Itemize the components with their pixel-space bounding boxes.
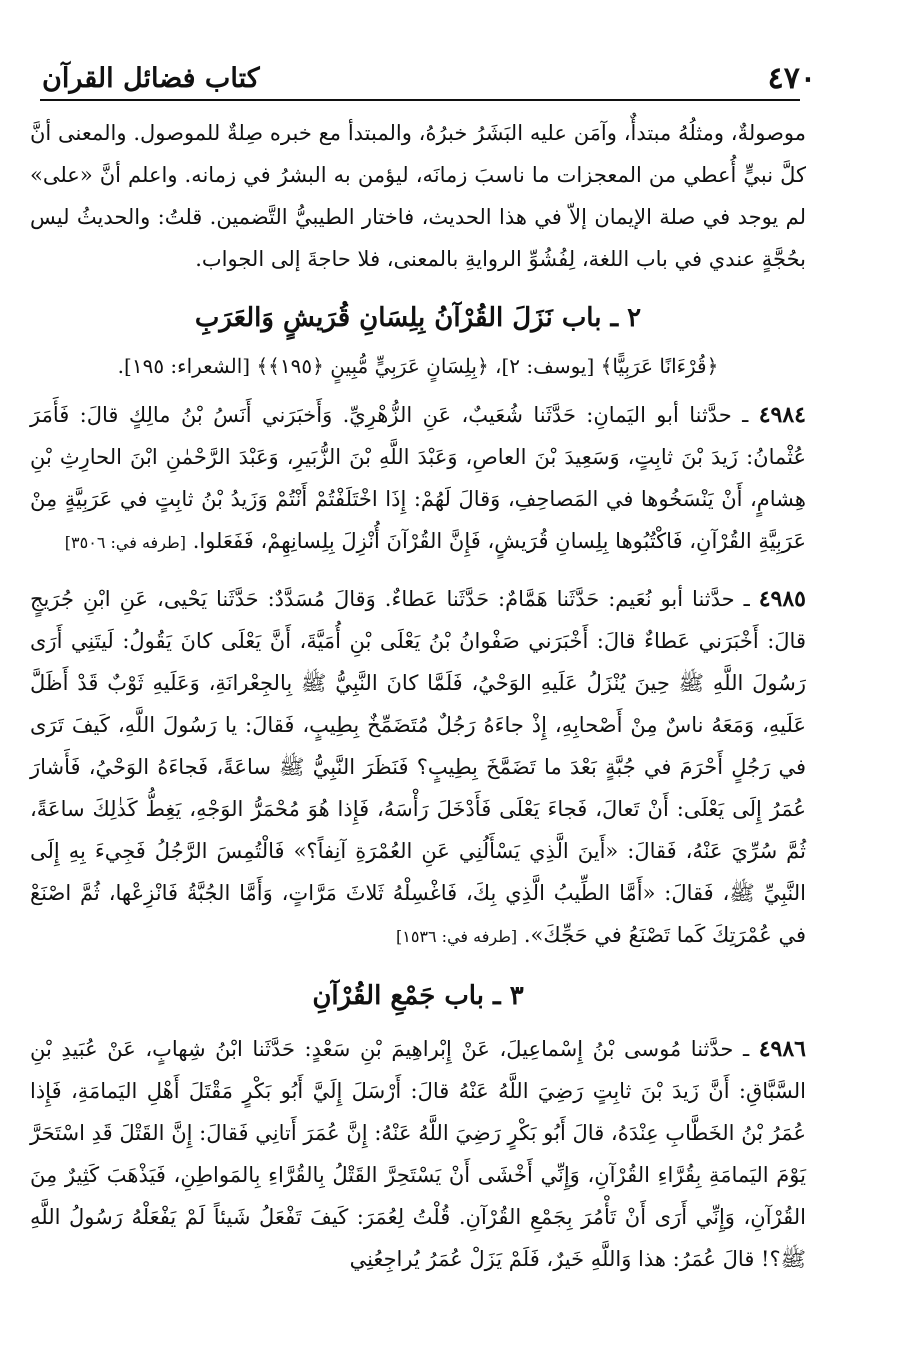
section-heading-3: ٣ ـ باب جَمْعِ القُرْآنِ (312, 981, 524, 1011)
page-header (0, 55, 914, 99)
hadith-number: ٤٩٨٥ (758, 586, 806, 612)
running-title: كتاب فضائل القرآن (42, 63, 260, 94)
quran-verse-references: ﴿قُرْءَانًا عَرَبِيًّا﴾ [يوسف: ٢]، ﴿بِلِسَانٍ عَرَبِيٍّ مُّبِينٍ ﴿١٩٥﴾﴾ [الشعراء: ١٩٥]. (117, 354, 719, 378)
section-heading-2: ٢ ـ باب نَزَلَ القُرْآنُ بِلِسَانِ قُرَيشٍ وَالعَرَبِ (194, 303, 642, 333)
cross-reference: [طرفه في: ٣٥٠٦] (64, 533, 186, 552)
hadith-text: ـ حدَّثنا أبو نُعَيم: حَدَّثَنا هَمَّامٌ: حَدَّثَنا عَطاءٌ. وَقالَ مُسَدَّدٌ: حَدَّثَنا يَحْيى، عَنِ ابْنِ جُرَيجٍ قالَ: أَخْبَرَني عَطاءٌ قالَ: أَخْبَرَني صَفْوانُ بْنُ يَعْلَى بْنِ أُمَيَّةَ، أَنَّ يَعْلَى كانَ يَقُولُ: لَيتَنِي أَرَى رَسُولَ اللَّهِ ﷺ حِينَ يُنْزَلُ عَلَيهِ الوَحْيُ، فَلَمَّا كانَ النَّبِيُّ ﷺ بِالجِعْرانَةِ، وَعَلَيهِ ثَوْبٌ قَدْ أَظَلَّ عَلَيهِ، وَمَعَهُ ناسٌ مِنْ أَصْحابِهِ، إِذْ جاءَهُ رَجُلٌ مُتَضَمِّخٌ بِطِيبٍ، فَقالَ: يا رَسُولَ اللَّهِ، كَيفَ تَرَى في رَجُلٍ أَحْرَمَ في جُبَّةٍ بَعْدَ ما تَضَمَّخَ بِطِيبٍ؟ فَنَظَرَ النَّبِيُّ ﷺ ساعَةً، فَجاءَهُ الوَحْيُ، فَأَشارَ عُمَرُ إِلَى يَعْلَى: أَنْ تَعالَ، فَجاءَ يَعْلَى فَأَدْخَلَ رَأْسَهُ، فَإِذا هُوَ مُحْمَرُّ الوَجْهِ، يَغِطُّ كَذٰلِكَ ساعَةً، ثُمَّ سُرِّيَ عَنْهُ، فَقالَ: «أَينَ الَّذِي يَسْأَلُنِي عَنِ العُمْرَةِ آنِفاً؟» فَالْتُمِسَ الرَّجُلُ فَجِيءَ بِهِ إِلَى النَّبِيِّ ﷺ، فَقالَ: «أَمَّا الطِّيبُ الَّذِي بِكَ، فَاغْسِلْهُ ثَلاثَ مَرَّاتٍ، وَأَمَّا الجُبَّةُ فَانْزِعْها، ثُمَّ اصْنَعْ في عُمْرَتِكَ كَما تَصْنَعُ في حَجِّكَ». (30, 587, 806, 947)
hadith-4984 (30, 394, 806, 564)
spacer (30, 564, 806, 570)
hadith-number: ٤٩٨٤ (758, 402, 806, 428)
cross-reference: [طرفه في: ١٥٣٦] (395, 927, 518, 946)
header-divider (40, 99, 800, 101)
page-body (30, 112, 806, 1280)
commentary-paragraph: موصولةٌ، ومثلُهُ مبتدأٌ، وآمَن عليه البَشَرُ خبرُهُ، والمبتدأ مع خبره صِلةٌ للموصول. والمعنى أنَّ كلَّ نبيٍّ أُعطي من المعجزات ما ناسبَ زمانَه، ليؤمن به البشرُ في زمانه. واعلم أنَّ «على» لم يوجد في صلة الإيمان إلاّ في هذا الحديث، فاختار الطيبيُّ التَّضمين. قلتُ: والحديثُ ليس بحُجَّةٍ عندي في باب اللغة، لِفُشُوِّ الروايةِ بالمعنى، فلا حاجةَ إلى الجواب. (30, 121, 806, 271)
page-number: ٤٧٠ (767, 61, 816, 96)
hadith-text: ـ حدَّثنا أبو اليَمانِ: حَدَّثَنا شُعَيبٌ، عَنِ الزُّهْرِيِّ. وَأَخبَرَني أَنَسُ بْنُ مالِكٍ قالَ: فَأَمَرَ عُثْمانُ: زَيدَ بْنَ ثابِتٍ، وَسَعِيدَ بْنَ العاصِ، وَعَبْدَ اللَّهِ بْنَ الزُّبَيرِ، وَعَبْدَ الرَّحْمٰنِ ابْنَ الحارِثِ بْنِ هِشامٍ، أَنْ يَنْسَخُوها في المَصاحِفِ، وَقالَ لَهُمْ: إِذَا اخْتَلَفْتُمْ أَنْتُمْ وَزَيدُ بْنُ ثابِتٍ في عَرَبِيَّةٍ مِنْ عَرَبِيَّةِ القُرْآنِ، فَاكْتُبُوها بِلِسانِ قُرَيشٍ، فَإِنَّ القُرْآنَ أُنْزِلَ بِلِسانِهِمْ، فَفَعَلوا. (30, 403, 806, 553)
hadith-number: ٤٩٨٦ (758, 1036, 806, 1062)
hadith-text: ـ حدَّثنا مُوسى بْنُ إِسْماعِيلَ، عَنْ إِبْراهِيمَ بْنِ سَعْدٍ: حَدَّثَنا ابْنُ شِهابٍ، عَنْ عُبَيدِ بْنِ السَّبَّاقِ: أَنَّ زَيدَ بْنَ ثابِتٍ رَضِيَ اللَّهُ عَنْهُ قالَ: أَرْسَلَ إِلَيَّ أَبُو بَكْرٍ مَقْتَلَ أَهْلِ اليَمامَةِ، فَإِذا عُمَرُ بْنُ الخَطَّابِ عِنْدَهُ، قالَ أَبُو بَكْرٍ رَضِيَ اللَّهُ عَنْهُ: إِنَّ عُمَرَ أَتانِي فَقالَ: إِنَّ القَتْلَ قَدِ اسْتَحَرَّ يَوْمَ اليَمامَةِ بِقُرَّاءِ القُرْآنِ، وَإِنِّي أَخْشَى أَنْ يَسْتَحِرَّ القَتْلُ بِالقُرَّاءِ بِالمَواطِنِ، فَيَذْهَبَ كَثِيرٌ مِنَ القُرْآنِ، وَإِنِّي أَرَى أَنْ تَأْمُرَ بِجَمْعِ القُرْآنِ. قُلْتُ لِعُمَرَ: كَيفَ تَفْعَلُ شَيئاً لَمْ يَفْعَلْهُ رَسُولُ اللَّهِ ﷺ؟! قالَ عُمَرُ: هذا وَاللَّهِ خَيرٌ، فَلَمْ يَزَلْ عُمَرُ يُراجِعُنِي (30, 1037, 806, 1271)
hadith-4985 (30, 578, 806, 958)
hadith-4986 (30, 1028, 806, 1280)
